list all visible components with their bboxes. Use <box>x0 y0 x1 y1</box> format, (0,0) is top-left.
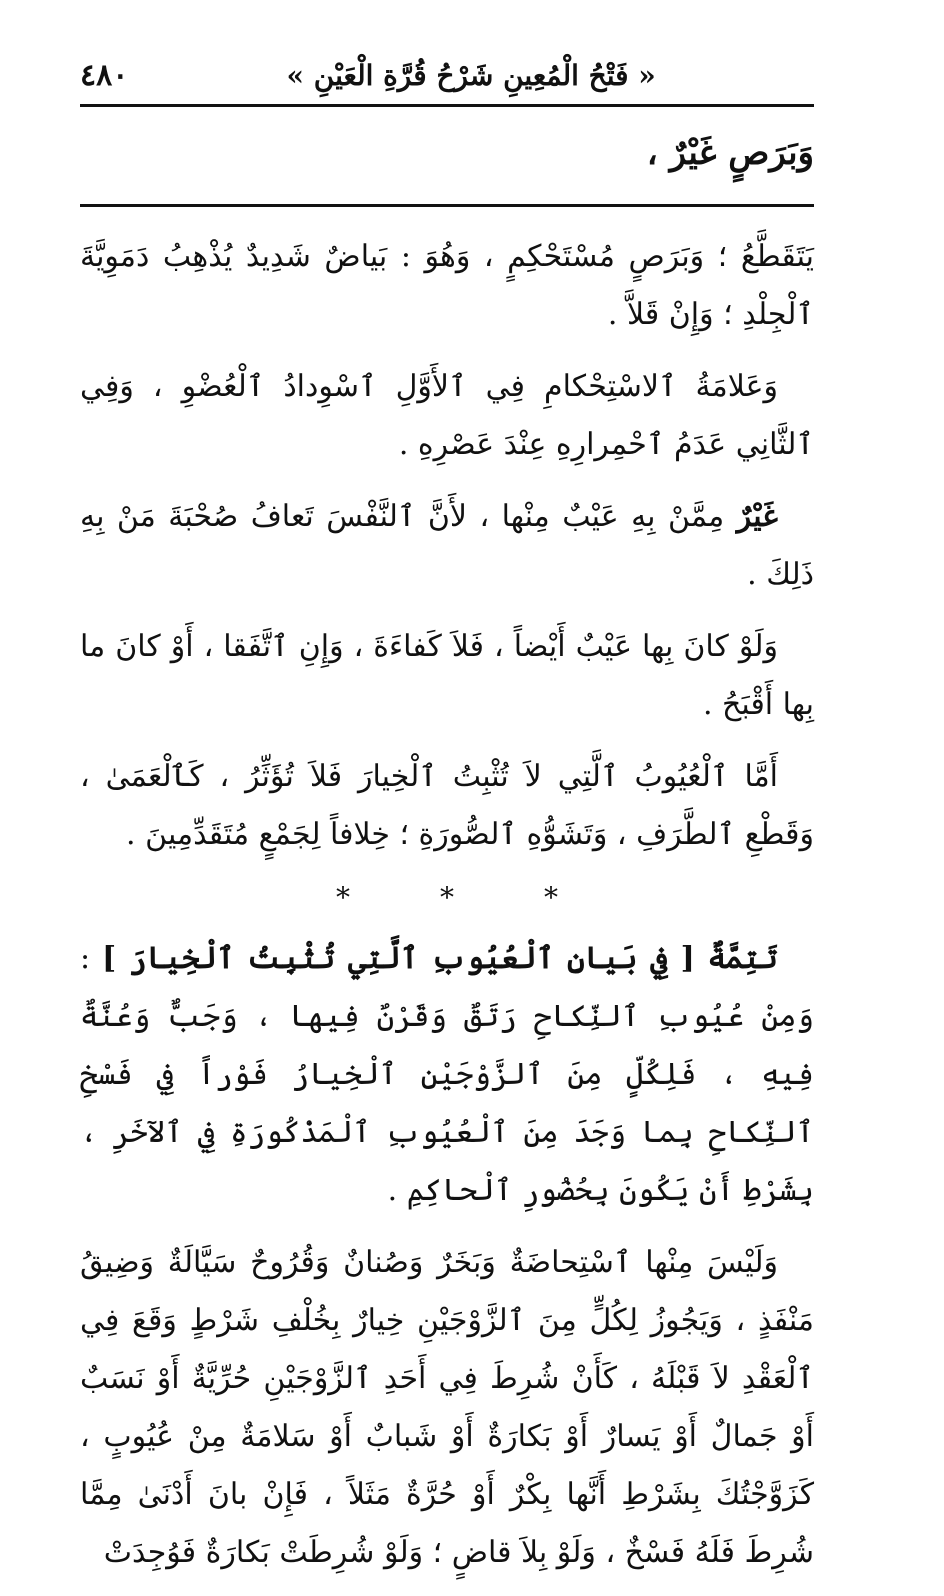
page-header <box>80 50 814 100</box>
separator-star: * <box>336 881 350 914</box>
header-rule <box>80 104 814 107</box>
paragraph-3 <box>80 488 814 604</box>
tatimma-heading: تَتِمَّةٌ [ فِي بَيانِ ٱلْعُيُوبِ ٱلَّتِي تُثْبِتُ ٱلْخِيارَ ] <box>102 941 778 976</box>
paragraph-7: وَلَيْسَ مِنْها ٱسْتِحاضَةٌ وَبَخَرٌ وَصُنانٌ وَقُرُوحٌ سَيَّالَةٌ وَضِيقُ مَنْفَذٍ ، وَيَجُوزُ لِكُلٍّ مِنَ ٱلزَّوْجَيْنِ خِيارٌ بِخُلْفِ شَرْطٍ وَقَعَ فِي ٱلْعَقْدِ لاَ قَبْلَهُ ، كَأَنْ شُرِطَ فِي أَحَدِ ٱلزَّوْجَيْنِ حُرِّيَّةٌ أَوْ نَسَبٌ أَوْ جَمالٌ أَوْ يَسارٌ أَوْ بَكارَةٌ أَوْ شَبابٌ أَوْ سَلامَةٌ مِنْ عُيُوبٍ ، كَزَوَّجْتُكَ بِشَرْطِ أَنَّها بِكْرٌ أَوْ حُرَّةٌ مَثَلاً ، فَإِنْ بانَ أَدْنَىٰ مِمَّا شُرِطَ فَلَهُ فَسْخٌ ، وَلَوْ بِلاَ قاضٍ ؛ وَلَوْ شُرِطَتْ بَكارَةٌ فَوُجِدَتْ <box>80 1245 814 1570</box>
page-number: ٤٨٠ <box>80 57 129 93</box>
section-separator <box>80 878 814 918</box>
matn-text: وَبَرَصٍ غَيْرٌ ، <box>646 133 814 173</box>
separator-star: * <box>544 881 558 914</box>
paragraph-4: وَلَوْ كانَ بِها عَيْبٌ أَيْضاً ، فَلاَ كَفاءَةَ ، وَإِنِ ٱتَّفَقا ، أَوْ كانَ ما بِها أَقْبَحُ . <box>80 629 814 722</box>
commentary-text <box>80 228 814 1596</box>
paragraph-3-lead: غَيْرٌ <box>736 499 778 534</box>
paragraph-3-text: مِمَّنْ بِهِ عَيْبٌ مِنْها ، لأَنَّ ٱلنَّفْسَ تَعافُ صُحْبَةَ مَنْ بِهِ ذَلِكَ . <box>80 499 814 592</box>
paragraph-2: وَعَلامَةُ ٱلاسْتِحْكامِ فِي ٱلأَوَّلِ ٱسْوِدادُ ٱلْعُضْوِ ، وَفِي ٱلثَّانِي عَدَمُ ٱحْمِرارِهِ عِنْدَ عَصْرِهِ . <box>80 369 814 462</box>
paragraph-6-text: : وَمِنْ عُيُوبِ ٱلنِّكاحِ رَتَقٌ وَقَرْنٌ فِيها ، وَجَبٌّ وَعُنَّةٌ فِيهِ ، فَلِكُلٍّ مِنَ ٱلزَّوْجَيْنِ ٱلْخِيارُ فَوْراً فِي فَسْخِ ٱلنِّكاحِ بِما وَجَدَ مِنَ ٱلْعُيُوبِ ٱلْمَذْكُورَةِ فِي ٱلآخَرِ ، بِشَرْطِ أَنْ يَكُونَ بِحُضُورِ ٱلْحاكِمِ . <box>80 941 814 1208</box>
paragraph-6 <box>80 930 814 1220</box>
running-title: « فَتْحُ الْمُعِينِ شَرْحُ قُرَّةِ الْعَيْنِ » <box>286 58 656 92</box>
matn-divider <box>80 204 814 207</box>
paragraph-1: يَتَقَطَّعُ ؛ وَبَرَصٍ مُسْتَحْكِمٍ ، وَهُوَ : بَياضٌ شَدِيدٌ يُذْهِبُ دَمَوِيَّةَ ٱلْجِلْدِ ؛ وَإِنْ قَلاَّ . <box>80 239 814 332</box>
separator-star: * <box>440 881 454 914</box>
paragraph-5: أَمَّا ٱلْعُيُوبُ ٱلَّتِي لاَ تُثْبِتُ ٱلْخِيارَ فَلاَ تُؤَثِّرُ ، كَٱلْعَمَىٰ ، وَقَطْعِ ٱلطَّرَفِ ، وَتَشَوُّهِ ٱلصُّورَةِ ؛ خِلافاً لِجَمْعٍ مُتَقَدِّمِينَ . <box>80 759 814 852</box>
